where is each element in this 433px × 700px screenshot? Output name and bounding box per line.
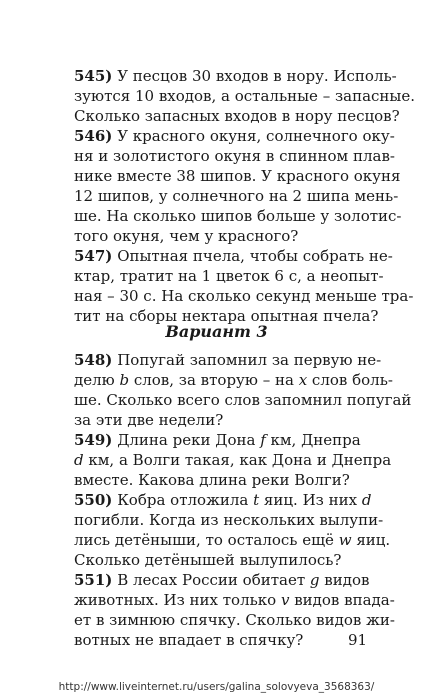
problem-546-line-2: ня и золотистого окуня в спинном плав- (74, 147, 395, 165)
problem-546-line-5: ше. На сколько шипов больше у золотис- (74, 207, 402, 225)
problem-549-line-2: d км, а Волги такая, как Дона и Днепра (74, 451, 392, 469)
problem-551-line-3: ет в зимнюю спячку. Сколько видов жи- (74, 611, 395, 629)
problem-545-line-2: зуются 10 входов, а остальные – запасные. (74, 87, 416, 105)
problems-block-bottom (74, 350, 412, 650)
variant-heading: Вариант 3 (165, 322, 268, 341)
page-number: 91 (348, 631, 368, 649)
problem-547-line-4: тит на сборы нектара опытная пчела? (74, 307, 379, 325)
problem-548-line-4: за эти две недели? (74, 411, 224, 429)
problem-551-line-2: животных. Из них только v видов впада- (74, 591, 395, 609)
problem-546-line-6: того окуня, чем у красного? (74, 227, 299, 245)
problem-548-line-3: ше. Сколько всего слов запомнил попугай (74, 391, 412, 409)
problem-548-line-2: делю b слов, за вторую – на x слов боль- (74, 371, 393, 389)
problems-block-top (74, 66, 416, 326)
source-url-watermark: http://www.liveinternet.ru/users/galina_solovyeva_3568363/ (58, 681, 375, 693)
problem-546-line-4: 12 шипов, у солнечного на 2 шипа мень- (74, 187, 399, 205)
problem-547-line-2: ктар, тратит на 1 цветок 6 с, а неопыт- (74, 267, 384, 285)
problem-547-line-3: ная – 30 с. На сколько секунд меньше тра- (74, 287, 414, 305)
problem-550-line-2: погибли. Когда из нескольких вылупи- (74, 511, 384, 529)
problem-545-line-3: Сколько запасных входов в нору песцов? (74, 107, 400, 125)
problem-551-line-1: 551) В лесах России обитает g видов (74, 571, 370, 589)
problem-550-line-1: 550) Кобра отложила t яиц. Из них d (74, 491, 372, 509)
problem-551-line-4: вотных не впадает в спячку? (74, 631, 304, 649)
problem-546-line-3: нике вместе 38 шипов. У красного окуня (74, 167, 401, 185)
problem-545-line-1: 545) У песцов 30 входов в нору. Исполь- (74, 67, 397, 85)
problem-547-line-1: 547) Опытная пчела, чтобы собрать не- (74, 247, 393, 265)
problem-550-line-4: Сколько детёнышей вылупилось? (74, 551, 342, 569)
problem-549-line-3: вместе. Какова длина реки Волги? (74, 471, 350, 489)
problem-548-line-1: 548) Попугай запомнил за первую не- (74, 351, 382, 369)
problem-550-line-3: лись детёныши, то осталось ещё w яиц. (74, 531, 391, 549)
problem-549-line-1: 549) Длина реки Дона f км, Днепра (74, 431, 361, 449)
problem-546-line-1: 546) У красного окуня, солнечного оку- (74, 127, 395, 145)
